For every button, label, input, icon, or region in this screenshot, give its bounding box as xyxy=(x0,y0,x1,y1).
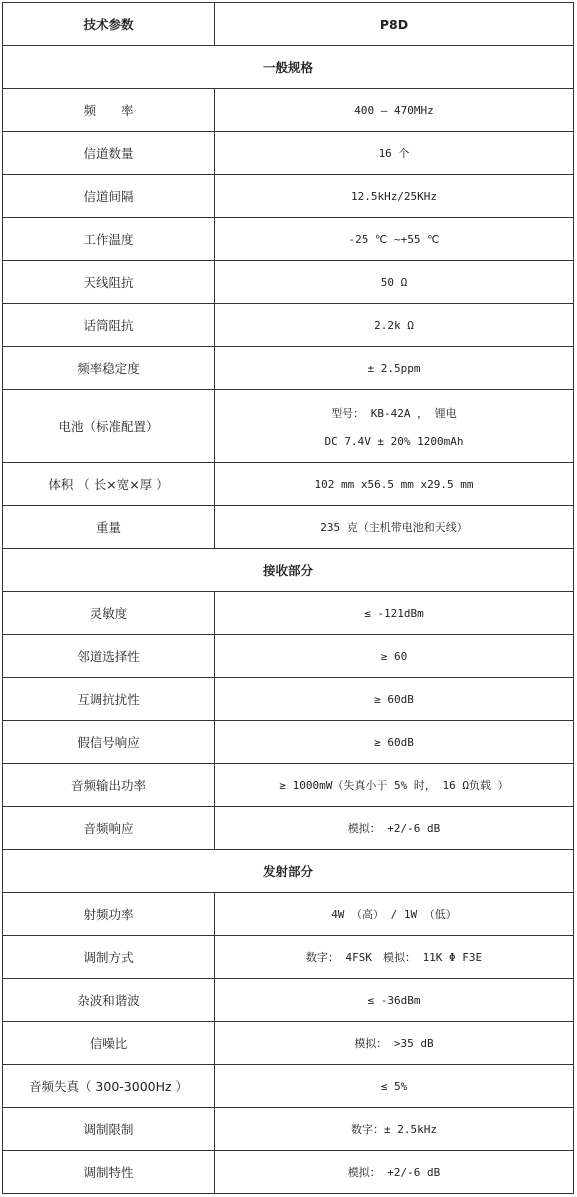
row-value: 50 Ω xyxy=(215,261,574,304)
row-label: 重量 xyxy=(3,506,215,549)
row-value: 模拟： +2/-6 dB xyxy=(215,807,574,850)
row-value: ≤ -121dBm xyxy=(215,592,574,635)
row-label: 假信号响应 xyxy=(3,721,215,764)
row-label: 频 率 xyxy=(3,89,215,132)
row-label: 工作温度 xyxy=(3,218,215,261)
row-label: 射频功率 xyxy=(3,893,215,936)
row-label: 调制特性 xyxy=(3,1151,215,1194)
section-title: 一般规格 xyxy=(3,46,574,89)
table-header-row xyxy=(3,3,574,46)
row-label: 体积 （ 长×宽×厚 ） xyxy=(3,463,215,506)
row-value: 16 个 xyxy=(215,132,574,175)
row-value: 数字：± 2.5kHz xyxy=(215,1108,574,1151)
table-row xyxy=(3,1151,574,1194)
row-label: 音频失真（ 300-3000Hz ） xyxy=(3,1065,215,1108)
row-label: 调制方式 xyxy=(3,936,215,979)
row-value: -25 ℃ ~+55 ℃ xyxy=(215,218,574,261)
table-row xyxy=(3,1065,574,1108)
table-row xyxy=(3,261,574,304)
row-value: 4W （高） / 1W （低） xyxy=(215,893,574,936)
row-label: 信道数量 xyxy=(3,132,215,175)
table-row xyxy=(3,721,574,764)
section-row xyxy=(3,46,574,89)
row-value: ≤ 5% xyxy=(215,1065,574,1108)
section-row xyxy=(3,549,574,592)
table-row xyxy=(3,678,574,721)
row-label: 天线阻抗 xyxy=(3,261,215,304)
table-row xyxy=(3,764,574,807)
row-value: ≤ -36dBm xyxy=(215,979,574,1022)
row-label: 互调抗扰性 xyxy=(3,678,215,721)
row-value: 400 — 470MHz xyxy=(215,89,574,132)
battery-spec-text: DC 7.4V ± 20% 1200mAh xyxy=(324,434,464,448)
table-row xyxy=(3,132,574,175)
table-row xyxy=(3,893,574,936)
row-value: 数字： 4FSK 模拟： 11K Φ F3E xyxy=(215,936,574,979)
row-label: 调制限制 xyxy=(3,1108,215,1151)
table-row xyxy=(3,175,574,218)
row-value: 102 mm x56.5 mm x29.5 mm xyxy=(215,463,574,506)
section-row xyxy=(3,850,574,893)
table-row xyxy=(3,390,574,463)
section-title: 接收部分 xyxy=(3,549,574,592)
table-row xyxy=(3,218,574,261)
table-row xyxy=(3,936,574,979)
table-row xyxy=(3,89,574,132)
row-value: 12.5kHz/25KHz xyxy=(215,175,574,218)
table-row xyxy=(3,592,574,635)
row-value xyxy=(215,390,574,463)
battery-model-text: 型号： KB-42A ， 锂电 xyxy=(331,406,457,420)
section-title: 发射部分 xyxy=(3,850,574,893)
row-value: ≥ 60dB xyxy=(215,678,574,721)
row-label: 邻道选择性 xyxy=(3,635,215,678)
row-label: 频率稳定度 xyxy=(3,347,215,390)
table-row xyxy=(3,1108,574,1151)
table-row xyxy=(3,506,574,549)
row-value: 模拟： +2/-6 dB xyxy=(215,1151,574,1194)
table-row xyxy=(3,1022,574,1065)
row-label: 信道间隔 xyxy=(3,175,215,218)
header-param-cell: 技术参数 xyxy=(3,3,215,46)
row-label: 音频输出功率 xyxy=(3,764,215,807)
header-model-cell: P8D xyxy=(215,3,574,46)
row-label: 灵敏度 xyxy=(3,592,215,635)
table-row xyxy=(3,347,574,390)
row-label: 杂波和谐波 xyxy=(3,979,215,1022)
row-value: 235 克（主机带电池和天线） xyxy=(215,506,574,549)
row-label: 音频响应 xyxy=(3,807,215,850)
row-value: ≥ 1000mW（失真小于 5% 时， 16 Ω负载 ） xyxy=(215,764,574,807)
table-row xyxy=(3,807,574,850)
table-row xyxy=(3,635,574,678)
row-label: 信噪比 xyxy=(3,1022,215,1065)
row-value: ± 2.5ppm xyxy=(215,347,574,390)
row-value: 模拟： >35 dB xyxy=(215,1022,574,1065)
table-row xyxy=(3,463,574,506)
row-label: 电池（标准配置） xyxy=(3,390,215,463)
row-label: 话筒阻抗 xyxy=(3,304,215,347)
row-value: 2.2k Ω xyxy=(215,304,574,347)
table-row xyxy=(3,979,574,1022)
spec-table xyxy=(2,2,574,1194)
table-row xyxy=(3,304,574,347)
row-value: ≥ 60 xyxy=(215,635,574,678)
row-value: ≥ 60dB xyxy=(215,721,574,764)
